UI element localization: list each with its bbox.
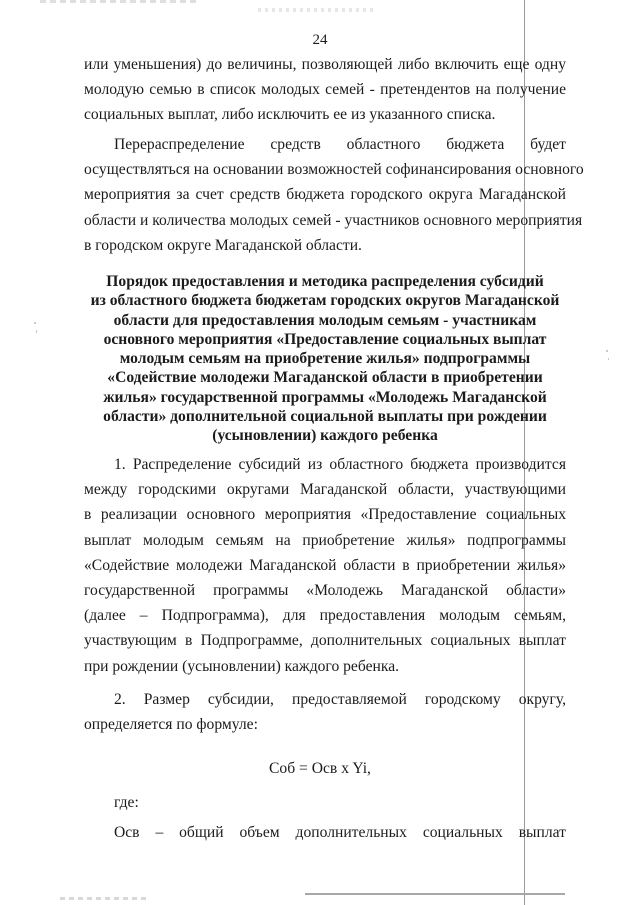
section-heading xyxy=(84,272,566,446)
text-line: выплат молодым семьям на приобретение жилья» подпрограммы xyxy=(84,531,566,549)
scan-noise-top xyxy=(40,0,200,3)
text-line: 1. Распределение субсидий из областного бюджета производится xyxy=(114,456,566,473)
heading-line: области для предоставления молодым семьям - участникам xyxy=(113,311,537,329)
text-line: в реализации основного мероприятия «Предоставление социальных xyxy=(84,506,566,524)
text-line: молодую семью в список молодых семей - претендентов на получение xyxy=(84,81,566,99)
text-line: осуществляться на основании возможностей софинансирования основного xyxy=(84,161,584,179)
paragraph-redistribution xyxy=(84,132,584,258)
scan-speck xyxy=(36,330,37,333)
text-line: или уменьшения) до величины, позволяющей либо включить еще одну xyxy=(84,56,566,73)
text-line: в городском округе Магаданской области. xyxy=(84,236,362,254)
scan-noise-bottom-left xyxy=(60,897,150,900)
text-line: между городскими округами Магаданской области, участвующими xyxy=(84,481,566,499)
text-line: определяется по формуле: xyxy=(84,716,258,734)
text-line: (далее – Подпрограмма), для предоставления молодым семьям, xyxy=(84,607,566,625)
formula-where-label-block xyxy=(84,790,566,815)
scan-speck xyxy=(606,350,608,352)
heading-line: жилья» государственной программы «Молодежь Магаданской xyxy=(103,388,547,406)
page-number: 24 xyxy=(312,32,328,48)
text-line: области и количества молодых семей - участников основного мероприятия xyxy=(84,211,583,229)
text-line: государственной программы «Молодежь Магаданской области» xyxy=(84,581,566,599)
text-line: при рождении (усыновлении) каждого ребенка. xyxy=(84,657,400,675)
scan-noise-bottom xyxy=(305,893,565,895)
heading-line: основного мероприятия «Предоставление социальных выплат xyxy=(103,330,547,348)
scan-speck xyxy=(608,358,609,360)
text-line: участвующим в Подпрограмме, дополнительных социальных выплат xyxy=(84,632,566,650)
heading-line: «Содействие молодежи Магаданской области в приобретении xyxy=(107,369,543,387)
text-line: Осв – общий объем дополнительных социальных выплат xyxy=(114,824,566,841)
text-line: мероприятия за счет средств бюджета городского округа Магаданской xyxy=(84,186,566,204)
heading-line: Порядок предоставления и методика распределения субсидий xyxy=(106,273,544,290)
text-line: «Содействие молодежи Магаданской области в приобретении жилья» xyxy=(84,556,566,574)
text-line: социальных выплат, либо исключить ее из указанного списка. xyxy=(84,106,496,124)
scan-speck xyxy=(34,322,36,324)
subsidy-formula: Соб = Осв x Yi, xyxy=(269,760,371,777)
heading-line: из областного бюджета бюджетам городских округов Магаданской xyxy=(90,292,560,310)
text-line: Перераспределение средств областного бюджета будет xyxy=(114,136,566,153)
where-label: где: xyxy=(114,794,139,811)
paragraph-continuation xyxy=(84,52,566,128)
clause-1 xyxy=(84,452,566,679)
formula-definition xyxy=(84,820,566,845)
scan-noise-top-center xyxy=(258,8,376,12)
clause-2 xyxy=(84,687,566,737)
text-line: 2. Размер субсидии, предоставляемой городскому округу, xyxy=(114,691,566,708)
heading-line: молодым семьям на приобретение жилья» подпрограммы xyxy=(119,350,531,368)
heading-line: области» дополнительной социальной выплаты при рождении xyxy=(103,408,547,426)
heading-line: (усыновлении) каждого ребенка xyxy=(212,427,438,445)
